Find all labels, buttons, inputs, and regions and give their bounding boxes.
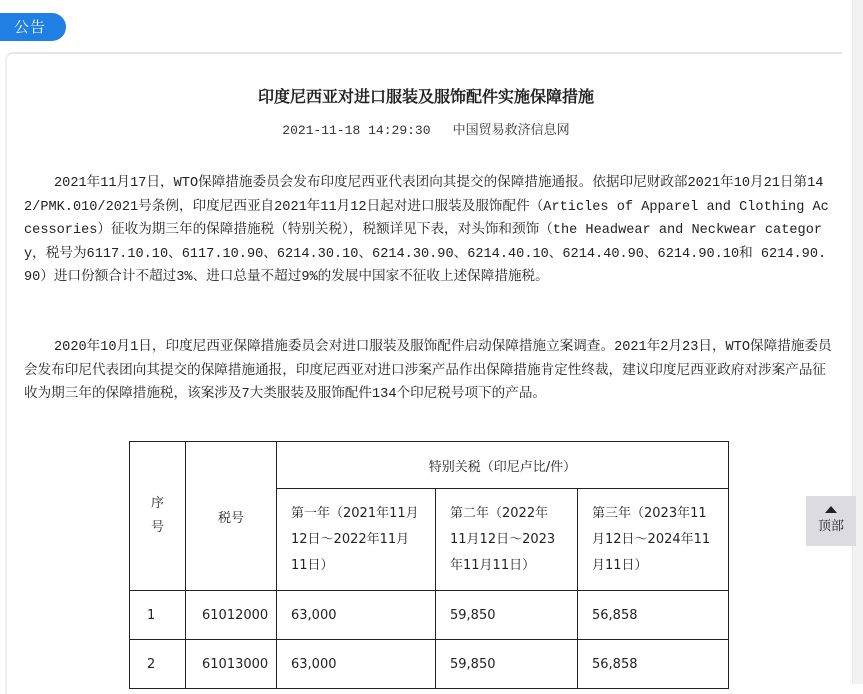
header-year-3: 第三年（2023年11月12日～2024年11月11日） (578, 489, 729, 591)
article-meta (0, 119, 852, 138)
cell-year-2: 59,850 (436, 640, 578, 689)
cell-code: 61012000 (186, 591, 277, 640)
cell-seq: 2 (130, 640, 186, 689)
article-paragraph-1: 2021年11月17日，WTO保障措施委员会发布印度尼西亚代表团向其提交的保障措施通报。依据印尼财政部2021年10月21日第142/PMK.010/2021号条例，印度尼西亚自2021年11月12日起对进口服装及服饰配件（Articles of Apparel and Clothing Accessories）征收为期三年的保障措施税（特别关税），税额详见下表，对头饰和颈饰（the Headwear and Neckwear category，税号为6117.10.10、6117.10.90、6214.30.10、6214.30.90、6214.40.10、6214.40.90、6214.90.10和 6214.90.90）进口份额合计不超过3%、进口总量不超过9%的发展中国家不征收上述保障措施税。 (24, 176, 829, 286)
announcement-badge: 公告 (0, 13, 66, 41)
cell-year-1: 63,000 (277, 640, 436, 689)
publish-datetime: 2021-11-18 14:29:30 (282, 123, 431, 138)
cell-year-3: 56,858 (578, 591, 729, 640)
table-row (130, 640, 729, 689)
cell-seq: 1 (130, 591, 186, 640)
header-year-1: 第一年（2021年11月12日～2022年11月11日） (277, 489, 436, 591)
cell-year-3: 56,858 (578, 640, 729, 689)
back-to-top-button[interactable] (806, 496, 856, 546)
scrollbar-track[interactable] (852, 0, 863, 684)
back-to-top-label: 顶部 (817, 519, 844, 534)
article-source: 中国贸易救济信息网 (452, 123, 570, 138)
arrow-up-icon (825, 506, 837, 513)
header-special-tariff: 特别关税（印尼卢比/件） (277, 442, 729, 489)
header-year-2: 第二年（2022年11月12日～2023年11月11日） (436, 489, 578, 591)
header-tariff-code: 税号 (186, 442, 277, 591)
cell-year-1: 63,000 (277, 591, 436, 640)
article-paragraph-2: 2020年10月1日，印度尼西亚保障措施委员会对进口服装及服饰配件启动保障措施立案调查。2021年2月23日，WTO保障措施委员会发布印尼代表团向其提交的保障措施通报，印度尼西亚对进口涉案产品作出保障措施肯定性终裁，建议印度尼西亚政府对涉案产品征收为期三年的保障措施税，该案涉及7大类服装及服饰配件134个印尼税号项下的产品。 (24, 340, 832, 403)
cell-code: 61013000 (186, 640, 277, 689)
cell-year-2: 59,850 (436, 591, 578, 640)
table-row (130, 591, 729, 640)
header-seq: 序号 (130, 442, 186, 591)
tariff-table (129, 441, 729, 689)
article-title: 印度尼西亚对进口服装及服饰配件实施保障措施 (257, 87, 594, 106)
